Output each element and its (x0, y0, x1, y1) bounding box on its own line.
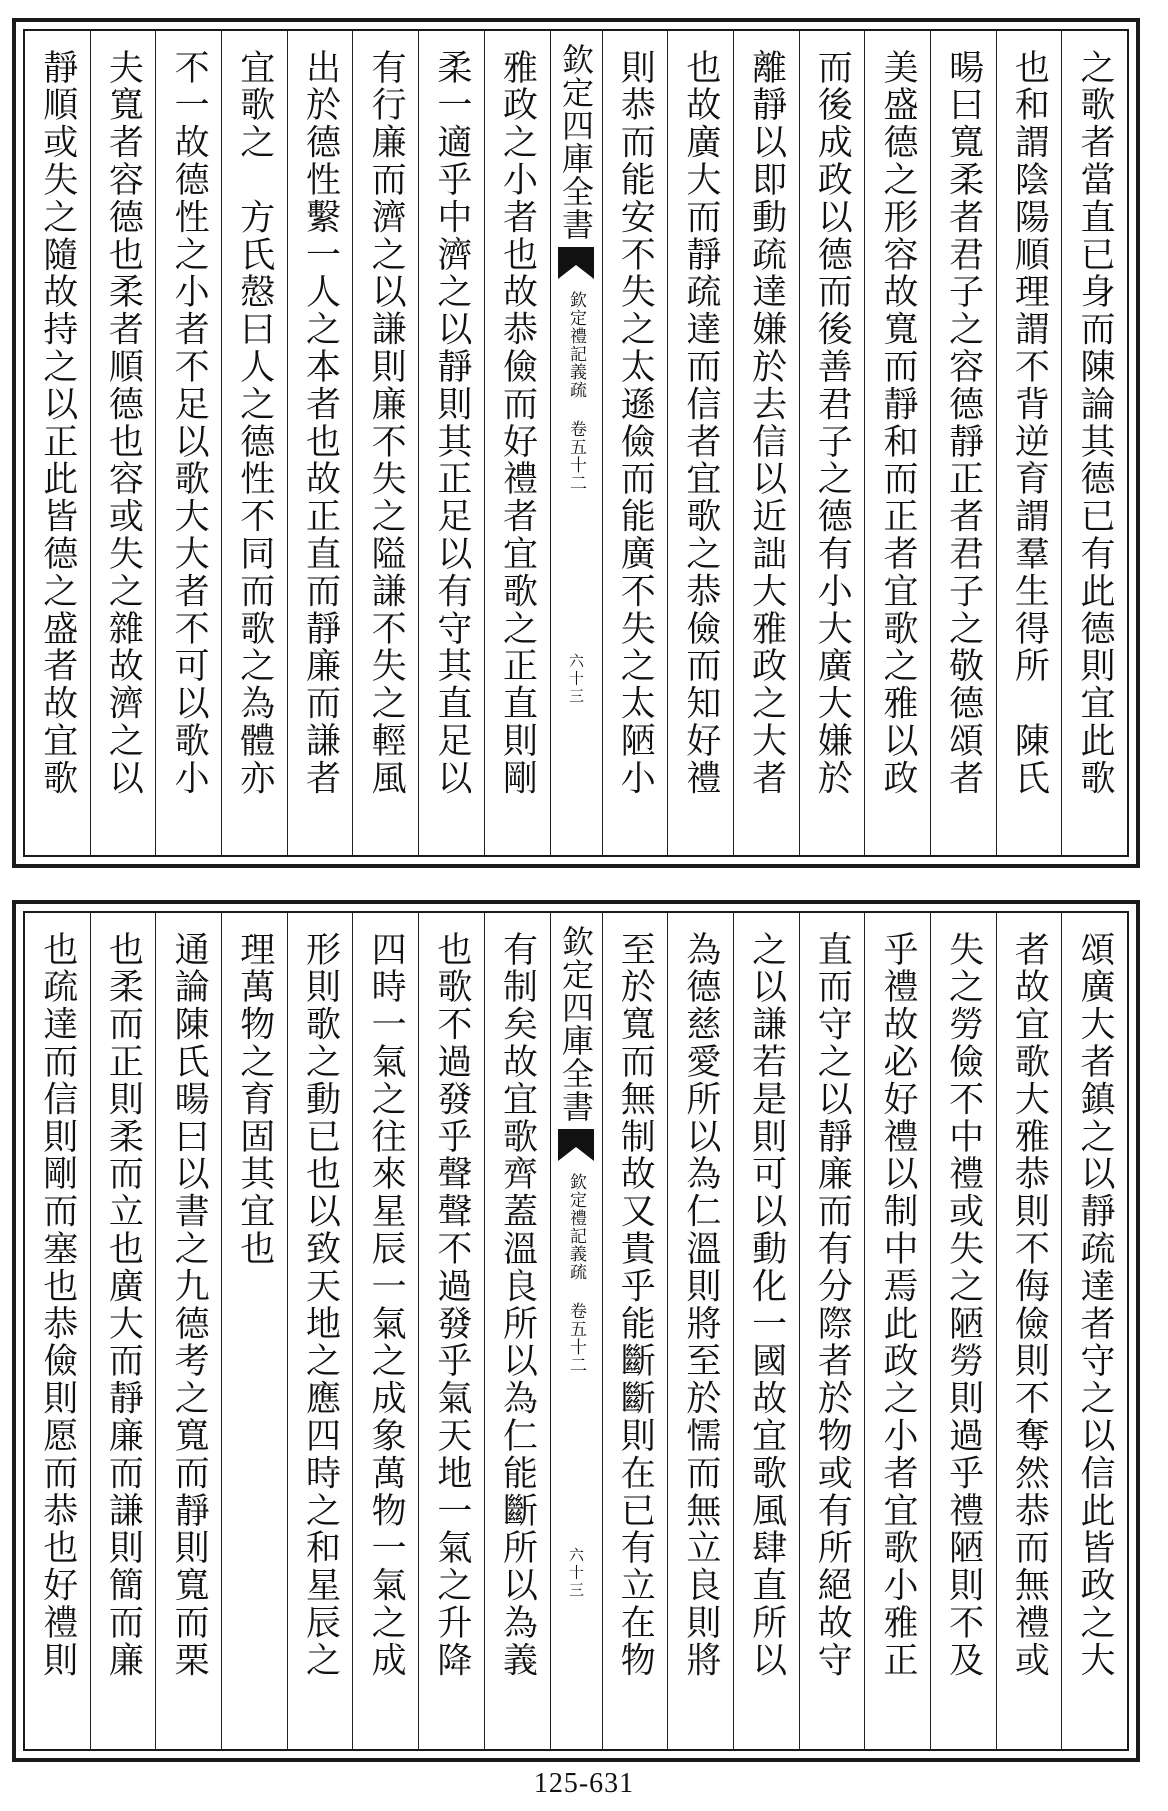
text-column: 頌廣大者鎮之以靜疏達者守之以信此皆政之大 (1061, 913, 1127, 1749)
page-number: 125-631 (533, 1768, 635, 1799)
text-column: 理萬物之育固其宜也 (221, 913, 287, 1749)
text-column: 形則歌之動已也以致天地之應四時之和星辰之 (287, 913, 353, 1749)
text-column: 美盛德之形容故寬而靜和而正者宜歌之雅以政 (864, 31, 930, 855)
fishtail-mark-icon (558, 1129, 594, 1161)
text-column: 通論陳氏暘曰以書之九德考之寬而靜則寬而栗 (155, 913, 221, 1749)
text-column: 也疏達而信則剛而塞也恭儉則愿而恭也好禮則 (37, 931, 78, 1679)
text-column: 者故宜歌大雅恭則不侮儉則不奪然恭而無禮或 (996, 913, 1062, 1749)
text-column: 四時一氣之往來星辰一氣之成象萬物一氣之成 (352, 913, 418, 1749)
center-fold (550, 913, 602, 1749)
lower-text-columns (25, 913, 1127, 1749)
folio-number: 六十三 (567, 1546, 585, 1599)
center-subtitle: 欽定禮記義疏 卷五十二 (566, 291, 586, 492)
lower-page-frame (23, 911, 1129, 1751)
text-column: 也和謂陰陽順理謂不背逆育謂羣生得所 陳氏 (996, 31, 1062, 855)
text-column: 有行廉而濟之以謙則廉不失之隘謙不失之輕風 (352, 31, 418, 855)
text-column: 之以謙若是則可以動化一國故宜歌風肆直所以 (733, 913, 799, 1749)
text-column: 也柔而正則柔而立也廣大而靜廉而謙則簡而廉 (90, 913, 156, 1749)
text-column: 有制矣故宜歌齊蓋溫良所以為仁能斷所以為義 (484, 913, 550, 1749)
upper-page-frame (23, 29, 1129, 857)
upper-page (12, 18, 1140, 868)
text-column: 為德慈愛所以為仁溫則將至於懦而無立良則將 (667, 913, 733, 1749)
text-column: 雅政之小者也故恭儉而好禮者宜歌之正直則剛 (484, 31, 550, 855)
folio-number: 六十三 (567, 652, 585, 705)
center-title: 欽定四庫全書 (557, 925, 595, 1123)
text-column: 至於寬而無制故又貴乎能斷斷則在已有立在物 (602, 913, 668, 1749)
text-column: 失之勞儉不中禮或失之陋勞則過乎禮陋則不及 (930, 913, 996, 1749)
text-column: 宜歌之 方氏慤曰人之德性不同而歌之為體亦 (221, 31, 287, 855)
center-title: 欽定四庫全書 (557, 43, 595, 241)
text-column: 乎禮故必好禮以制中焉此政之小者宜歌小雅正 (864, 913, 930, 1749)
text-column: 直而守之以靜廉而有分際者於物或有所絕故守 (799, 913, 865, 1749)
fishtail-mark-icon (558, 247, 594, 279)
lower-page (12, 900, 1140, 1762)
text-column: 離靜以即動疏達嫌於去信以近詘大雅政之大者 (733, 31, 799, 855)
text-column: 不一故德性之小者不足以歌大大者不可以歌小 (155, 31, 221, 855)
text-column: 暘曰寬柔者君子之容德靜正者君子之敬德頌者 (930, 31, 996, 855)
text-column: 夫寬者容德也柔者順德也容或失之雜故濟之以 (90, 31, 156, 855)
text-column: 之歌者當直已身而陳論其德已有此德則宜此歌 (1061, 31, 1127, 855)
text-column: 也故廣大而靜疏達而信者宜歌之恭儉而知好禮 (667, 31, 733, 855)
text-column: 柔一適乎中濟之以靜則其正足以有守其直足以 (418, 31, 484, 855)
text-column: 而後成政以德而後善君子之德有小大廣大嫌於 (799, 31, 865, 855)
upper-text-columns (25, 31, 1127, 855)
text-column: 則恭而能安不失之太遜儉而能廣不失之太陋小 (602, 31, 668, 855)
center-fold (550, 31, 602, 855)
text-column: 出於德性繫一人之本者也故正直而靜廉而謙者 (287, 31, 353, 855)
text-column: 靜順或失之隨故持之以正此皆德之盛者故宜歌 (37, 49, 78, 797)
text-column: 也歌不過發乎聲聲不過發乎氣天地一氣之升降 (418, 913, 484, 1749)
center-subtitle: 欽定禮記義疏 卷五十二 (566, 1173, 586, 1374)
